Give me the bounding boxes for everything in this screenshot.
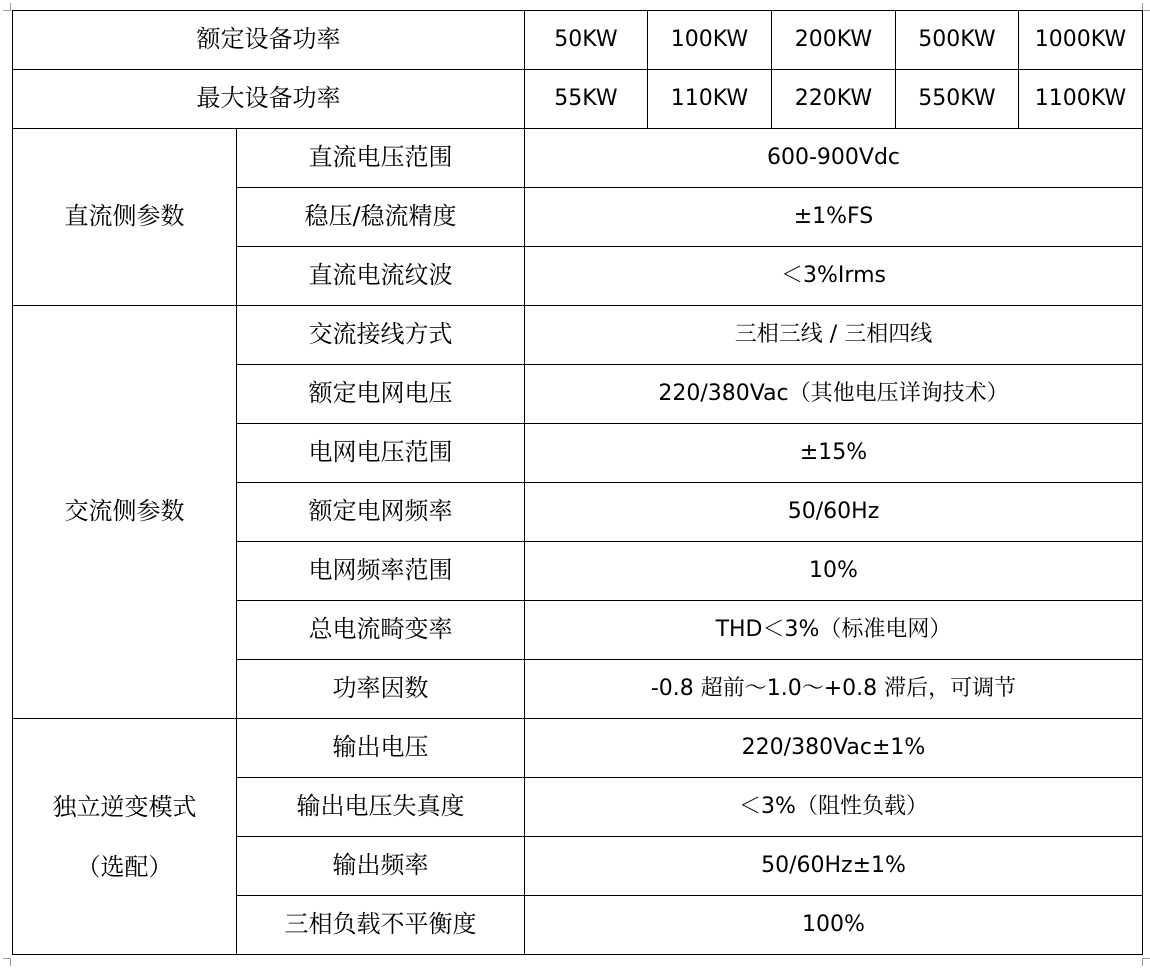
page-corner-mark-bottom-right (1142, 958, 1150, 966)
param-value: 10% (525, 542, 1143, 601)
table-row (13, 306, 1143, 365)
param-value: -0.8 超前～1.0～+0.8 滞后，可调节 (525, 660, 1143, 719)
param-name: 额定电网频率 (237, 483, 525, 542)
page-corner-mark-top-right (1142, 3, 1150, 11)
max-power-value: 110KW (648, 70, 772, 129)
rated-power-value: 100KW (648, 11, 772, 70)
param-name: 电网频率范围 (237, 542, 525, 601)
rated-power-label: 额定设备功率 (13, 11, 525, 70)
param-name: 稳压/稳流精度 (237, 188, 525, 247)
max-power-value: 220KW (772, 70, 896, 129)
max-power-value: 550KW (896, 70, 1019, 129)
page-corner-mark-bottom-left (3, 958, 11, 966)
param-value: 220/380Vac±1% (525, 719, 1143, 778)
inverter-group-title: 独立逆变模式 (52, 792, 197, 821)
page-corner-mark-top-left (3, 3, 11, 11)
param-value: ＜3%Irms (525, 247, 1143, 306)
ac-group-label: 交流侧参数 (13, 306, 237, 719)
inverter-group-note: （选配） (76, 852, 173, 881)
param-value: 100% (525, 896, 1143, 955)
param-value: ±15% (525, 424, 1143, 483)
param-value: THD＜3%（标准电网） (525, 601, 1143, 660)
param-value: 50/60Hz±1% (525, 837, 1143, 896)
param-name: 三相负载不平衡度 (237, 896, 525, 955)
param-value: 三相三线 / 三相四线 (525, 306, 1143, 365)
param-name: 交流接线方式 (237, 306, 525, 365)
max-power-row (13, 70, 1143, 129)
param-value: ±1%FS (525, 188, 1143, 247)
max-power-label: 最大设备功率 (13, 70, 525, 129)
param-value: 220/380Vac（其他电压详询技术） (525, 365, 1143, 424)
rated-power-value: 500KW (896, 11, 1019, 70)
rated-power-value: 50KW (525, 11, 648, 70)
param-name: 输出电压失真度 (237, 778, 525, 837)
table-row (13, 129, 1143, 188)
param-name: 电网电压范围 (237, 424, 525, 483)
table-row (13, 719, 1143, 778)
rated-power-value: 1000KW (1019, 11, 1143, 70)
inverter-group-label (13, 719, 237, 955)
param-name: 输出电压 (237, 719, 525, 778)
spec-table (12, 10, 1143, 955)
param-name: 功率因数 (237, 660, 525, 719)
param-name: 直流电压范围 (237, 129, 525, 188)
param-value: ＜3%（阻性负载） (525, 778, 1143, 837)
param-name: 输出频率 (237, 837, 525, 896)
param-name: 额定电网电压 (237, 365, 525, 424)
param-value: 600-900Vdc (525, 129, 1143, 188)
max-power-value: 55KW (525, 70, 648, 129)
param-name: 直流电流纹波 (237, 247, 525, 306)
param-name: 总电流畸变率 (237, 601, 525, 660)
param-value: 50/60Hz (525, 483, 1143, 542)
dc-group-label: 直流侧参数 (13, 129, 237, 306)
rated-power-value: 200KW (772, 11, 896, 70)
max-power-value: 1100KW (1019, 70, 1143, 129)
rated-power-row (13, 11, 1143, 70)
